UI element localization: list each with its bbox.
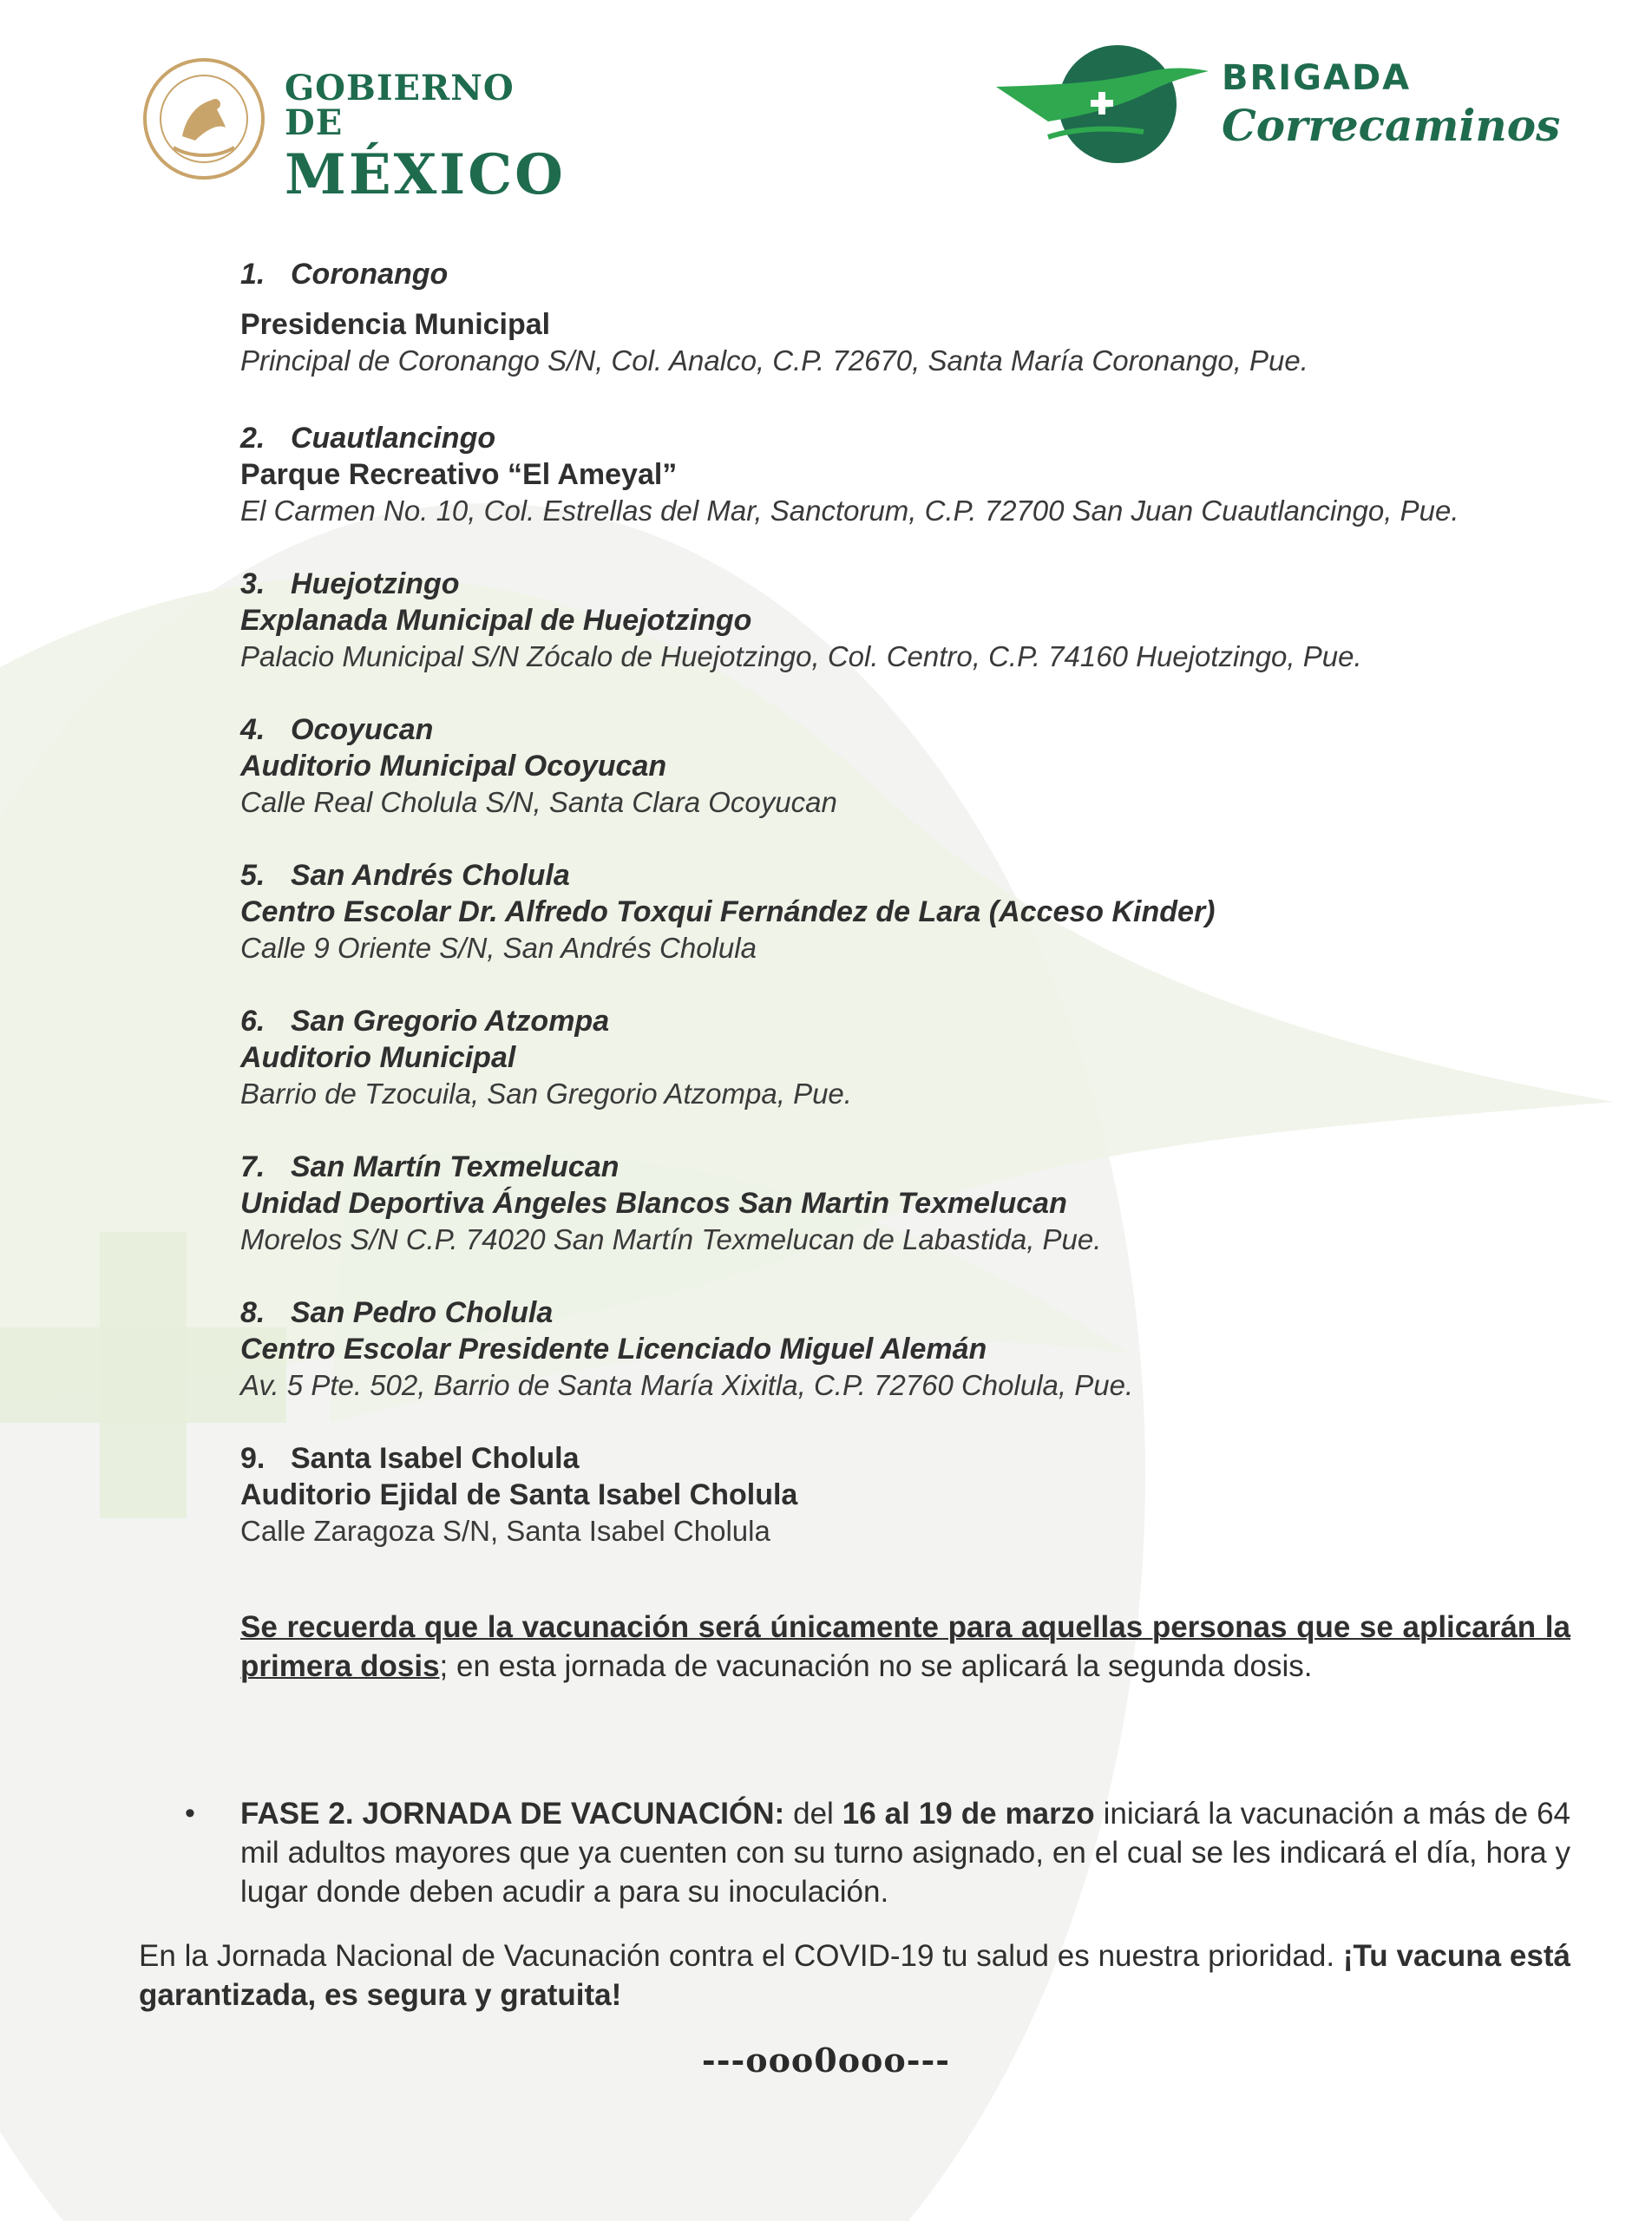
site-municipality-name: San Andrés Cholula [291,859,570,892]
site-list-item [240,420,1585,529]
site-municipality [240,566,1585,602]
phase2-paragraph [185,1794,1571,1911]
phase2-dates: 16 al 19 de marzo [842,1797,1095,1831]
gobierno-de-mexico-logo [139,54,573,207]
site-list-item [240,1440,1585,1549]
reminder-underlined-text: Se recuerda que la vacunación será únicamente para aquellas personas que se aplicarán la primera dosis [240,1610,1570,1683]
site-place: Centro Escolar Dr. Alfredo Toxqui Fernández de Lara (Acceso Kinder) [240,895,1216,928]
site-list-item [240,857,1585,966]
site-municipality [240,1294,1585,1331]
national-seal-icon [139,54,269,184]
site-municipality [240,711,1585,748]
site-number: 4. [240,713,266,746]
site-number: 7. [240,1150,266,1183]
site-municipality [240,1440,1585,1477]
page-header [0,0,1652,207]
site-municipality-name: San Gregorio Atzompa [291,1005,610,1038]
site-place: Explanada Municipal de Huejotzingo [240,604,752,637]
closing-paragraph [139,1936,1570,2015]
site-address: Principal de Coronango S/N, Col. Analco, C.P. 72670, Santa María Coronango, Pue. [240,344,1308,377]
site-municipality-name: Cuautlancingo [291,422,496,455]
phase2-text-b: iniciará la vacunación a más de 64 mil adultos mayores que ya cuenten con su turno asignado, en el cual se les indicará el día, hora y lugar donde deben acudir a para su inoculación. [240,1797,1571,1909]
site-place: Unidad Deportiva Ángeles Blancos San Martin Texmelucan [240,1187,1067,1220]
closing-text: En la Jornada Nacional de Vacunación contra el COVID-19 tu salud es nuestra prioridad. [139,1939,1343,1973]
site-municipality [240,256,1585,292]
site-address: Palacio Municipal S/N Zócalo de Huejotzingo, Col. Centro, C.P. 74160 Huejotzingo, Pue. [240,640,1362,672]
end-of-document-mark: ---ooo0ooo--- [701,2041,951,2080]
site-municipality [240,1149,1585,1185]
site-list-item [240,1294,1585,1404]
site-municipality [240,420,1585,456]
site-municipality-name: Santa Isabel Cholula [291,1442,580,1475]
first-dose-reminder [240,1608,1570,1686]
site-list-item [240,1003,1585,1112]
reminder-rest-text: ; en esta jornada de vacunación no se aplicará la segunda dosis. [439,1649,1313,1683]
site-number: 3. [240,567,266,600]
site-number: 5. [240,859,266,892]
site-address: Barrio de Tzocuila, San Gregorio Atzompa, Pue. [240,1078,852,1110]
gobierno-line1: GOBIERNO DE [285,68,515,143]
site-list-item [240,1149,1585,1258]
bullet-icon: • [185,1797,195,1830]
site-place: Parque Recreativo “El Ameyal” [240,458,678,491]
site-address: Calle Real Cholula S/N, Santa Clara Ocoyucan [240,786,837,818]
site-address: Calle Zaragoza S/N, Santa Isabel Cholula [240,1515,770,1547]
site-municipality-name: San Pedro Cholula [291,1296,554,1329]
brigada-line1: BRIGADA [1222,58,1412,98]
site-municipality [240,1003,1585,1039]
site-number: 6. [240,1005,266,1038]
site-address: Av. 5 Pte. 502, Barrio de Santa María Xixitla, C.P. 72760 Cholula, Pue. [240,1369,1134,1401]
site-place: Auditorio Ejidal de Santa Isabel Cholula [240,1478,798,1511]
site-municipality-name: Ocoyucan [291,713,434,746]
site-place: Auditorio Municipal [240,1041,516,1074]
phase2-title: FASE 2. JORNADA DE VACUNACIÓN: [240,1797,785,1831]
gobierno-line2: MÉXICO [285,142,566,207]
closing-bold-text: ¡Tu vacuna está garantizada, es segura y gratuita! [139,1939,1570,2012]
site-address: Morelos S/N C.P. 74020 San Martín Texmelucan de Labastida, Pue. [240,1223,1102,1255]
site-address: El Carmen No. 10, Col. Estrellas del Mar, Sanctorum, C.P. 72700 San Juan Cuautlancingo, Pue. [240,495,1459,527]
site-municipality-name: San Martín Texmelucan [291,1150,620,1183]
phase2-text-a: del [784,1797,842,1831]
site-number: 2. [240,422,266,455]
site-address: Calle 9 Oriente S/N, San Andrés Cholula [240,932,757,964]
site-number: 1. [240,258,266,291]
site-place: Auditorio Municipal Ocoyucan [240,750,667,783]
brigada-line2: Correcaminos [1222,100,1561,151]
site-municipality [240,857,1585,894]
site-municipality-name: Huejotzingo [291,567,460,600]
site-list-item [240,711,1585,821]
roadrunner-emblem-icon [996,42,1213,172]
site-number: 9. [240,1442,266,1475]
site-list-item [240,256,1585,379]
brigada-correcaminos-logo [996,42,1569,172]
site-number: 8. [240,1296,266,1329]
site-list-item [240,566,1585,675]
site-municipality-name: Coronango [291,258,449,291]
site-place: Presidencia Municipal [240,308,551,341]
site-place: Centro Escolar Presidente Licenciado Miguel Alemán [240,1333,987,1366]
